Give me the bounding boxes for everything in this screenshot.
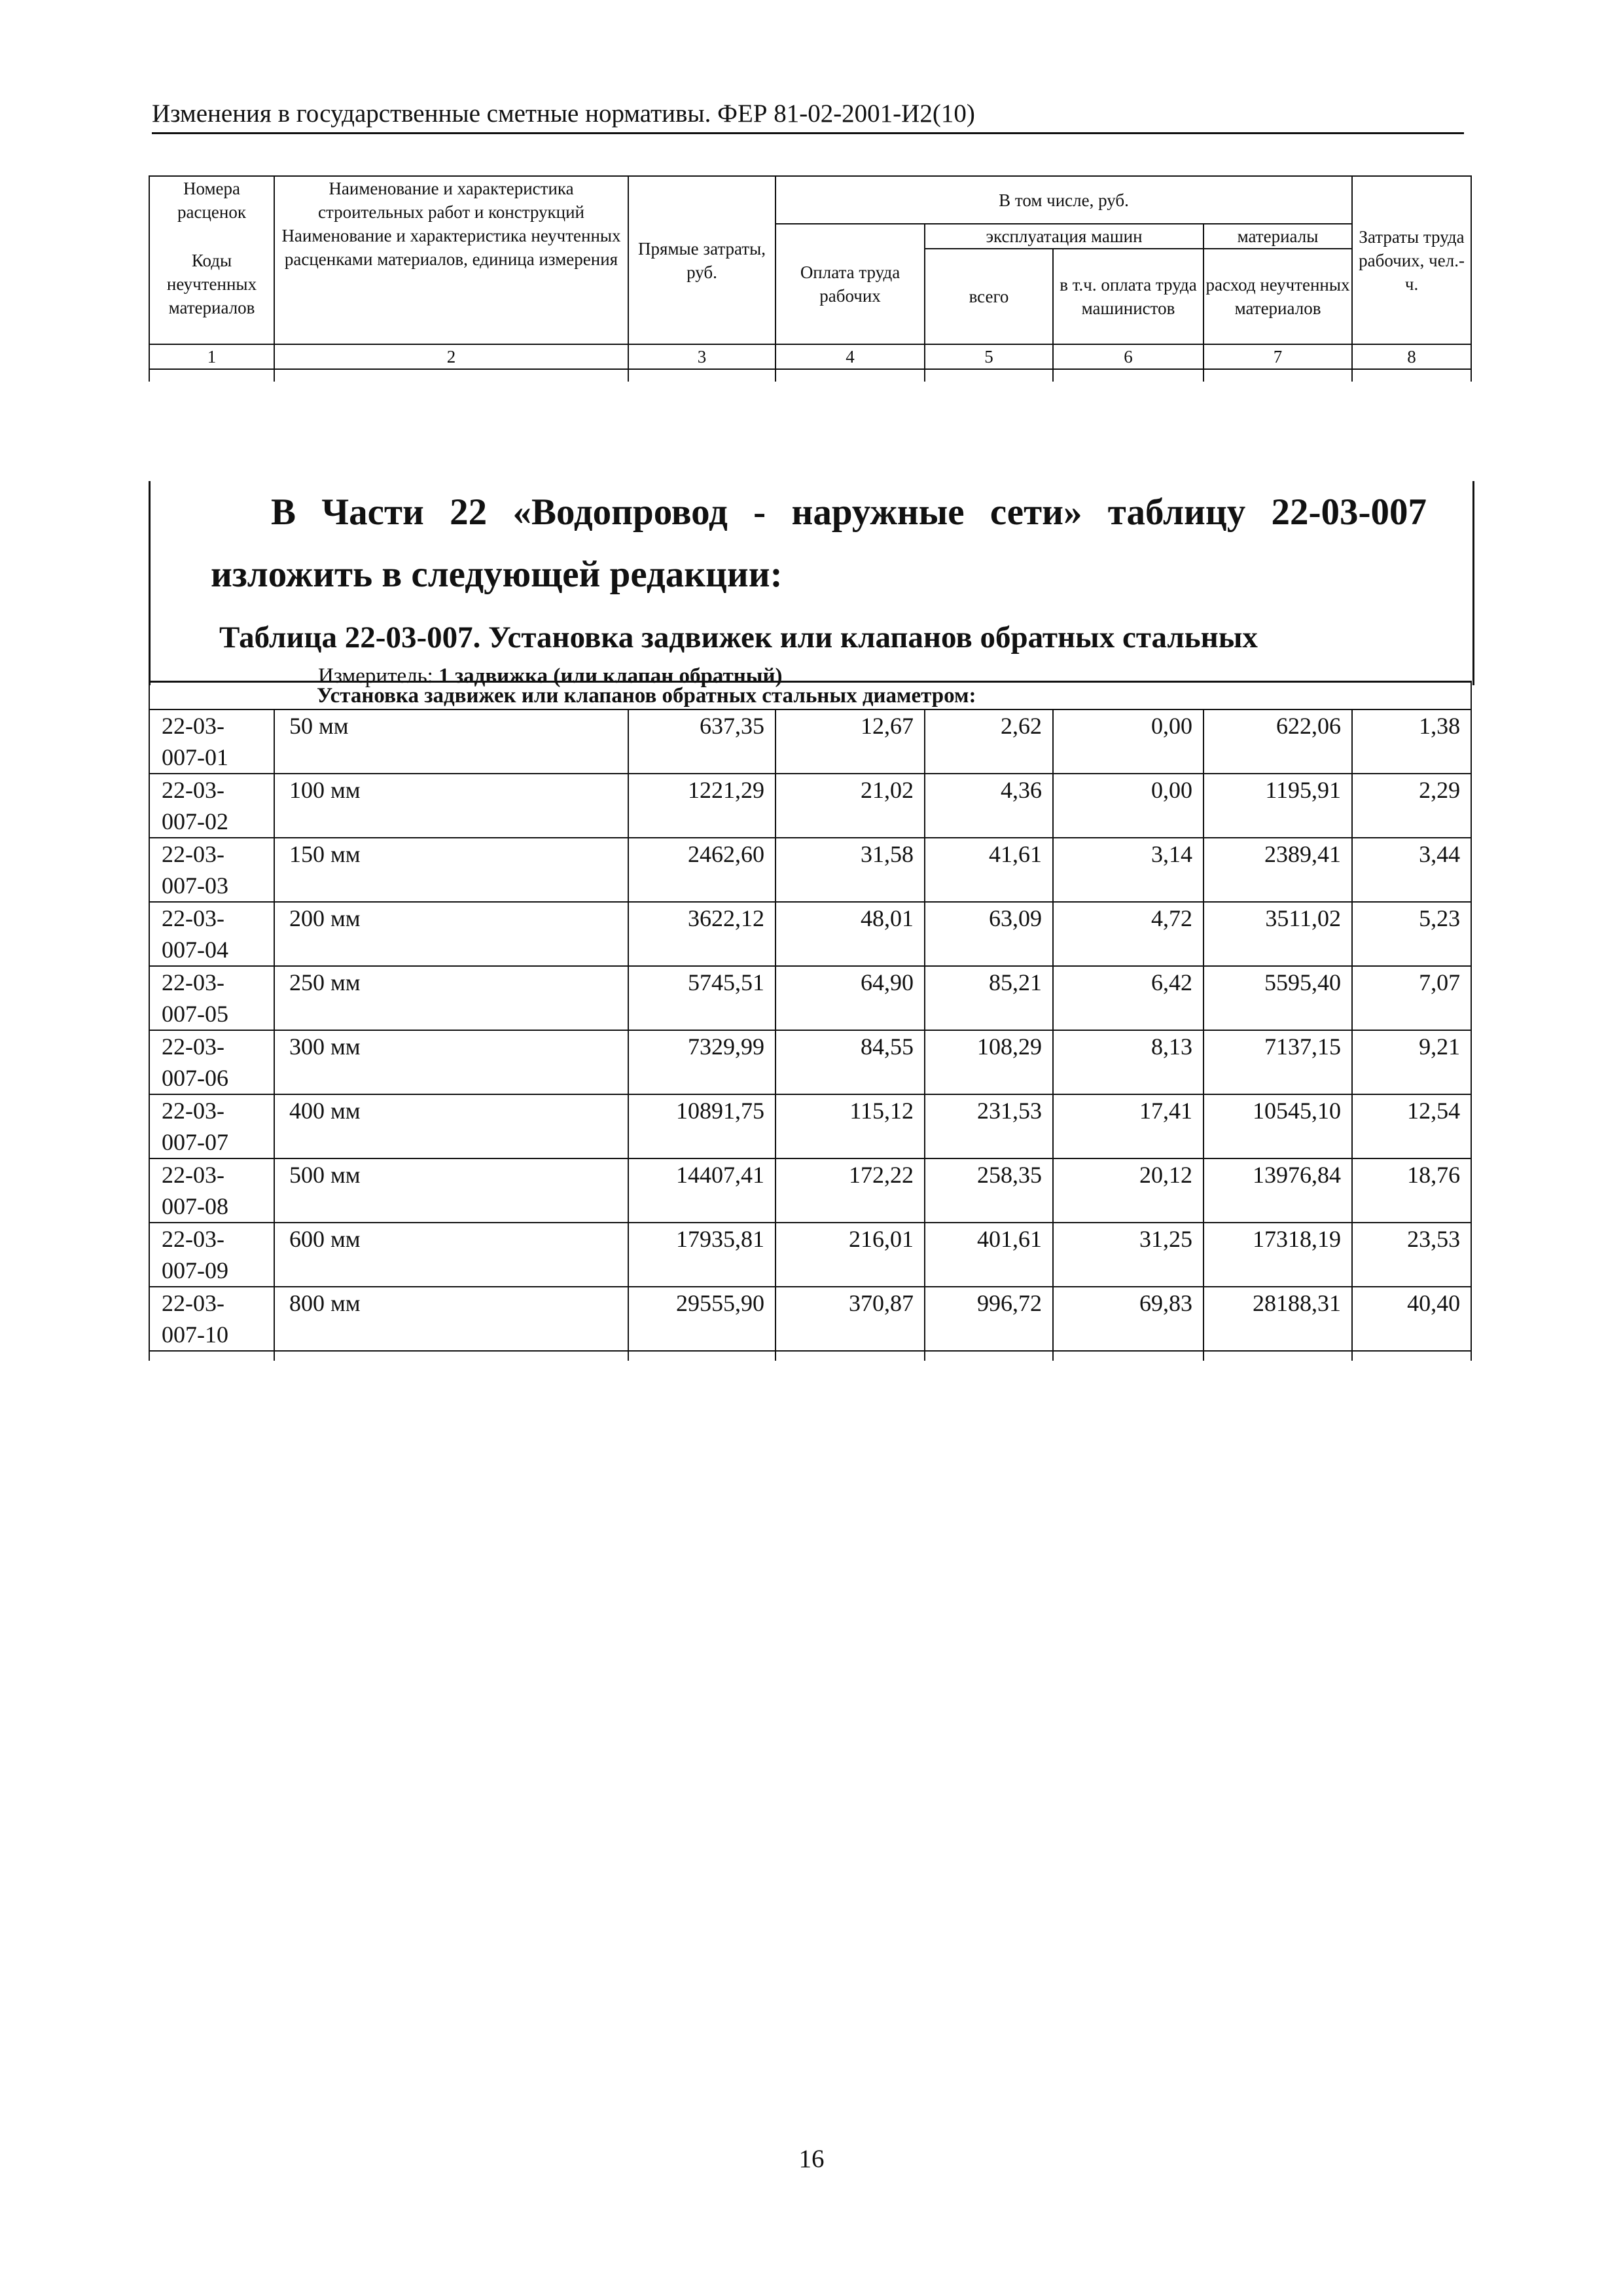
header-machinist-pay: в т.ч. оплата труда машинистов [1053,249,1204,344]
materials-cost: 28188,31 [1204,1287,1352,1351]
machines-total: 108,29 [925,1030,1053,1094]
table-row [149,838,1471,902]
labor-hours: 1,38 [1352,709,1471,774]
worker-pay: 370,87 [776,1287,925,1351]
rate-name: 200 мм [274,902,628,966]
table-title: Таблица 22-03-007. Установка задвижек или клапанов обратных стальных [219,620,1258,655]
machinist-pay: 6,42 [1053,966,1204,1030]
materials-cost: 17318,19 [1204,1223,1352,1287]
rate-code: 22-03- 007-08 [149,1158,274,1223]
table-row [149,1094,1471,1158]
rate-code: 22-03- 007-09 [149,1223,274,1287]
machinist-pay: 31,25 [1053,1223,1204,1287]
measure-label: Измеритель: [318,664,433,688]
labor-hours: 2,29 [1352,774,1471,838]
rate-name: 300 мм [274,1030,628,1094]
labor-hours: 7,07 [1352,966,1471,1030]
direct-costs: 14407,41 [628,1158,776,1223]
labor-hours: 5,23 [1352,902,1471,966]
machines-total: 41,61 [925,838,1053,902]
direct-costs: 29555,90 [628,1287,776,1351]
direct-costs: 7329,99 [628,1030,776,1094]
amendment-title [151,481,1472,605]
worker-pay: 172,22 [776,1158,925,1223]
table-row [149,902,1471,966]
column-number: 2 [274,344,628,369]
rate-name: 600 мм [274,1223,628,1287]
rate-name: 800 мм [274,1287,628,1351]
column-number: 8 [1352,344,1471,369]
machines-total: 231,53 [925,1094,1053,1158]
rate-code: 22-03- 007-02 [149,774,274,838]
machines-total: 63,09 [925,902,1053,966]
rate-code: 22-03- 007-06 [149,1030,274,1094]
table-row [149,774,1471,838]
rate-name: 50 мм [274,709,628,774]
rates-table [149,681,1472,1361]
table-row [149,1158,1471,1223]
worker-pay: 84,55 [776,1030,925,1094]
table-row [149,709,1471,774]
direct-costs: 5745,51 [628,966,776,1030]
header-worker-pay: Оплата труда рабочих [776,224,925,344]
column-header-table [149,175,1472,382]
header-work-name: Наименование и характеристика строительных работ и конструкций [274,176,628,224]
rate-name: 250 мм [274,966,628,1030]
column-number: 4 [776,344,925,369]
materials-cost: 5595,40 [1204,966,1352,1030]
rate-code: 22-03- 007-04 [149,902,274,966]
table-subheading: Установка задвижек или клапанов обратных стальных диаметром: [149,682,1471,710]
table-row [149,1223,1471,1287]
machinist-pay: 3,14 [1053,838,1204,902]
rate-code: 22-03- 007-05 [149,966,274,1030]
direct-costs: 2462,60 [628,838,776,902]
labor-hours: 12,54 [1352,1094,1471,1158]
machines-total: 2,62 [925,709,1053,774]
column-number: 5 [925,344,1053,369]
running-header: Изменения в государственные сметные нормативы. ФЕР 81-02-2001-И2(10) [152,97,1464,134]
materials-cost: 7137,15 [1204,1030,1352,1094]
machinist-pay: 17,41 [1053,1094,1204,1158]
rate-name: 150 мм [274,838,628,902]
labor-hours: 9,21 [1352,1030,1471,1094]
worker-pay: 12,67 [776,709,925,774]
amendment-title-line1: В Части 22 «Водопровод - наружные сети» таблицу 22-03-007 [271,492,1427,533]
header-including: В том числе, руб. [776,176,1352,224]
direct-costs: 3622,12 [628,902,776,966]
amendment-title-line2: изложить в следующей редакции: [211,554,783,595]
worker-pay: 216,01 [776,1223,925,1287]
header-direct-costs: Прямые затраты, руб. [628,176,776,344]
header-machine-operation: эксплуатация машин [925,224,1204,249]
column-number: 1 [149,344,274,369]
measure-value: 1 задвижка (или клапан обратный) [438,664,783,688]
header-materials: материалы [1204,224,1352,249]
machinist-pay: 4,72 [1053,902,1204,966]
table-row [149,1287,1471,1351]
direct-costs: 10891,75 [628,1094,776,1158]
machinist-pay: 8,13 [1053,1030,1204,1094]
materials-cost: 13976,84 [1204,1158,1352,1223]
column-number: 6 [1053,344,1204,369]
column-number: 3 [628,344,776,369]
machinist-pay: 69,83 [1053,1287,1204,1351]
machines-total: 996,72 [925,1287,1053,1351]
direct-costs: 17935,81 [628,1223,776,1287]
worker-pay: 48,01 [776,902,925,966]
machines-total: 85,21 [925,966,1053,1030]
header-rate-numbers: Номера расценок [149,176,274,224]
materials-cost: 622,06 [1204,709,1352,774]
rate-code: 22-03- 007-03 [149,838,274,902]
machines-total: 4,36 [925,774,1053,838]
labor-hours: 18,76 [1352,1158,1471,1223]
materials-cost: 3511,02 [1204,902,1352,966]
worker-pay: 31,58 [776,838,925,902]
labor-hours: 3,44 [1352,838,1471,902]
amendment-section [149,481,1474,688]
page-number: 16 [798,2145,825,2173]
worker-pay: 115,12 [776,1094,925,1158]
materials-cost: 1195,91 [1204,774,1352,838]
header-labor-hours: Затраты труда рабочих, чел.-ч. [1352,176,1471,344]
direct-costs: 1221,29 [628,774,776,838]
header-machines-total: всего [925,249,1053,344]
machines-total: 401,61 [925,1223,1053,1287]
materials-cost: 2389,41 [1204,838,1352,902]
rate-name: 400 мм [274,1094,628,1158]
worker-pay: 64,90 [776,966,925,1030]
labor-hours: 40,40 [1352,1287,1471,1351]
rate-code: 22-03- 007-01 [149,709,274,774]
column-number: 7 [1204,344,1352,369]
header-material-codes: Коды неучтенных материалов [149,224,274,344]
machinist-pay: 0,00 [1053,709,1204,774]
labor-hours: 23,53 [1352,1223,1471,1287]
table-row [149,1030,1471,1094]
rate-code: 22-03- 007-07 [149,1094,274,1158]
worker-pay: 21,02 [776,774,925,838]
materials-cost: 10545,10 [1204,1094,1352,1158]
machinist-pay: 0,00 [1053,774,1204,838]
direct-costs: 637,35 [628,709,776,774]
header-material-name: Наименование и характеристика неучтенных расценками материалов, единица измерения [274,224,628,344]
rate-name: 500 мм [274,1158,628,1223]
rate-code: 22-03- 007-10 [149,1287,274,1351]
machines-total: 258,35 [925,1158,1053,1223]
table-row [149,966,1471,1030]
header-unaccounted-materials: расход неучтенных материалов [1204,249,1352,344]
machinist-pay: 20,12 [1053,1158,1204,1223]
rate-name: 100 мм [274,774,628,838]
